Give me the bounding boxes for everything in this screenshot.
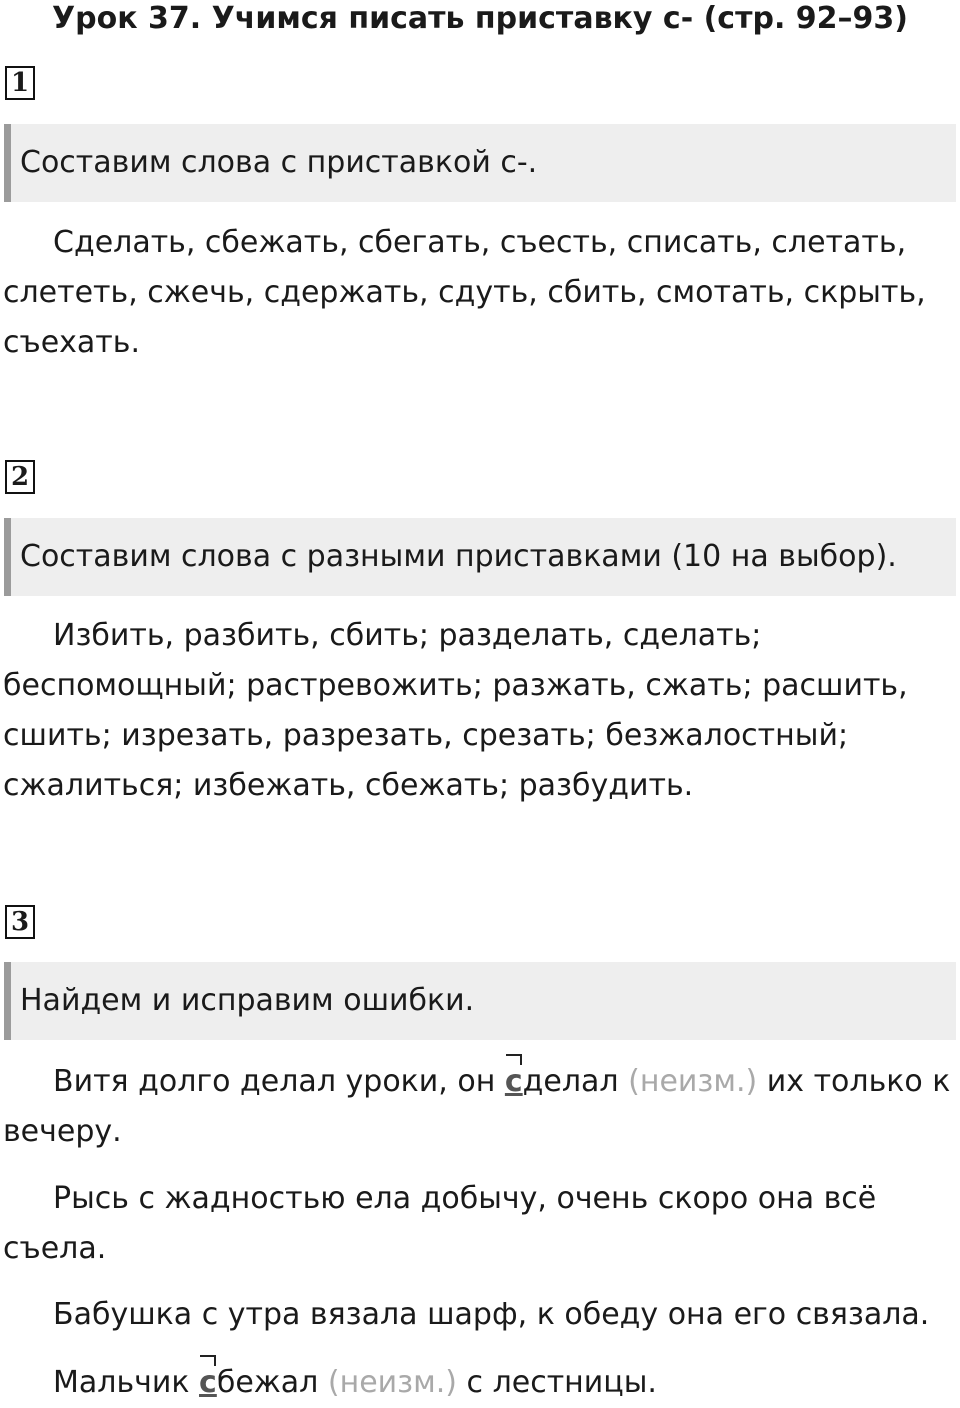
sentence-4-before: Мальчик — [53, 1365, 200, 1400]
exercise-3-task: Найдем и исправим ошибки. — [4, 962, 956, 1040]
sentence-4-tail: с лестницы. — [457, 1365, 657, 1400]
unchanged-note: (неизм.) — [628, 1064, 758, 1099]
lesson-title: Урок 37. Учимся писать приставку с- (стр. 92–93) — [51, 1, 908, 36]
corrected-prefix: с — [199, 1358, 217, 1408]
corrected-prefix: с — [505, 1057, 523, 1107]
sentence-1-after: делал — [522, 1064, 629, 1099]
unchanged-note: (неизм.) — [327, 1365, 458, 1400]
exercise-3-sentence-2: Рысь с жадностью ела добычу, очень скоро она всё съела. — [3, 1181, 877, 1266]
exercise-2-answer: Избить, разбить, сбить; разделать, сделать; беспомощный; растревожить; разжать, сжать; расшить, сшить; изрезать, разрезать, срезать; безжалостный; сжалиться; избежать, сбежать; разбудить. — [3, 618, 908, 803]
sentence-1-before: Витя долго делал уроки, он — [53, 1064, 505, 1099]
exercise-1-number: 1 — [5, 66, 35, 100]
exercise-3-number: 3 — [5, 905, 35, 939]
sentence-4-after: бежал — [216, 1365, 328, 1400]
exercise-2-task: Составим слова с разными приставками (10 на выбор). — [4, 518, 956, 596]
exercise-3-sentence-3: Бабушка с утра вязала шарф, к обеду она его связала. — [53, 1297, 930, 1332]
exercise-2-number: 2 — [5, 460, 35, 494]
exercise-1-task: Составим слова с приставкой с-. — [4, 124, 956, 202]
sentence-1-tail: их только к вечеру. — [3, 1064, 951, 1149]
exercise-3-sentence-1 — [3, 1057, 953, 1157]
exercise-1-answer: Сделать, сбежать, сбегать, съесть, списать, слетать, слететь, сжечь, сдержать, сдуть, сбить, смотать, скрыть, съехать. — [3, 225, 926, 360]
